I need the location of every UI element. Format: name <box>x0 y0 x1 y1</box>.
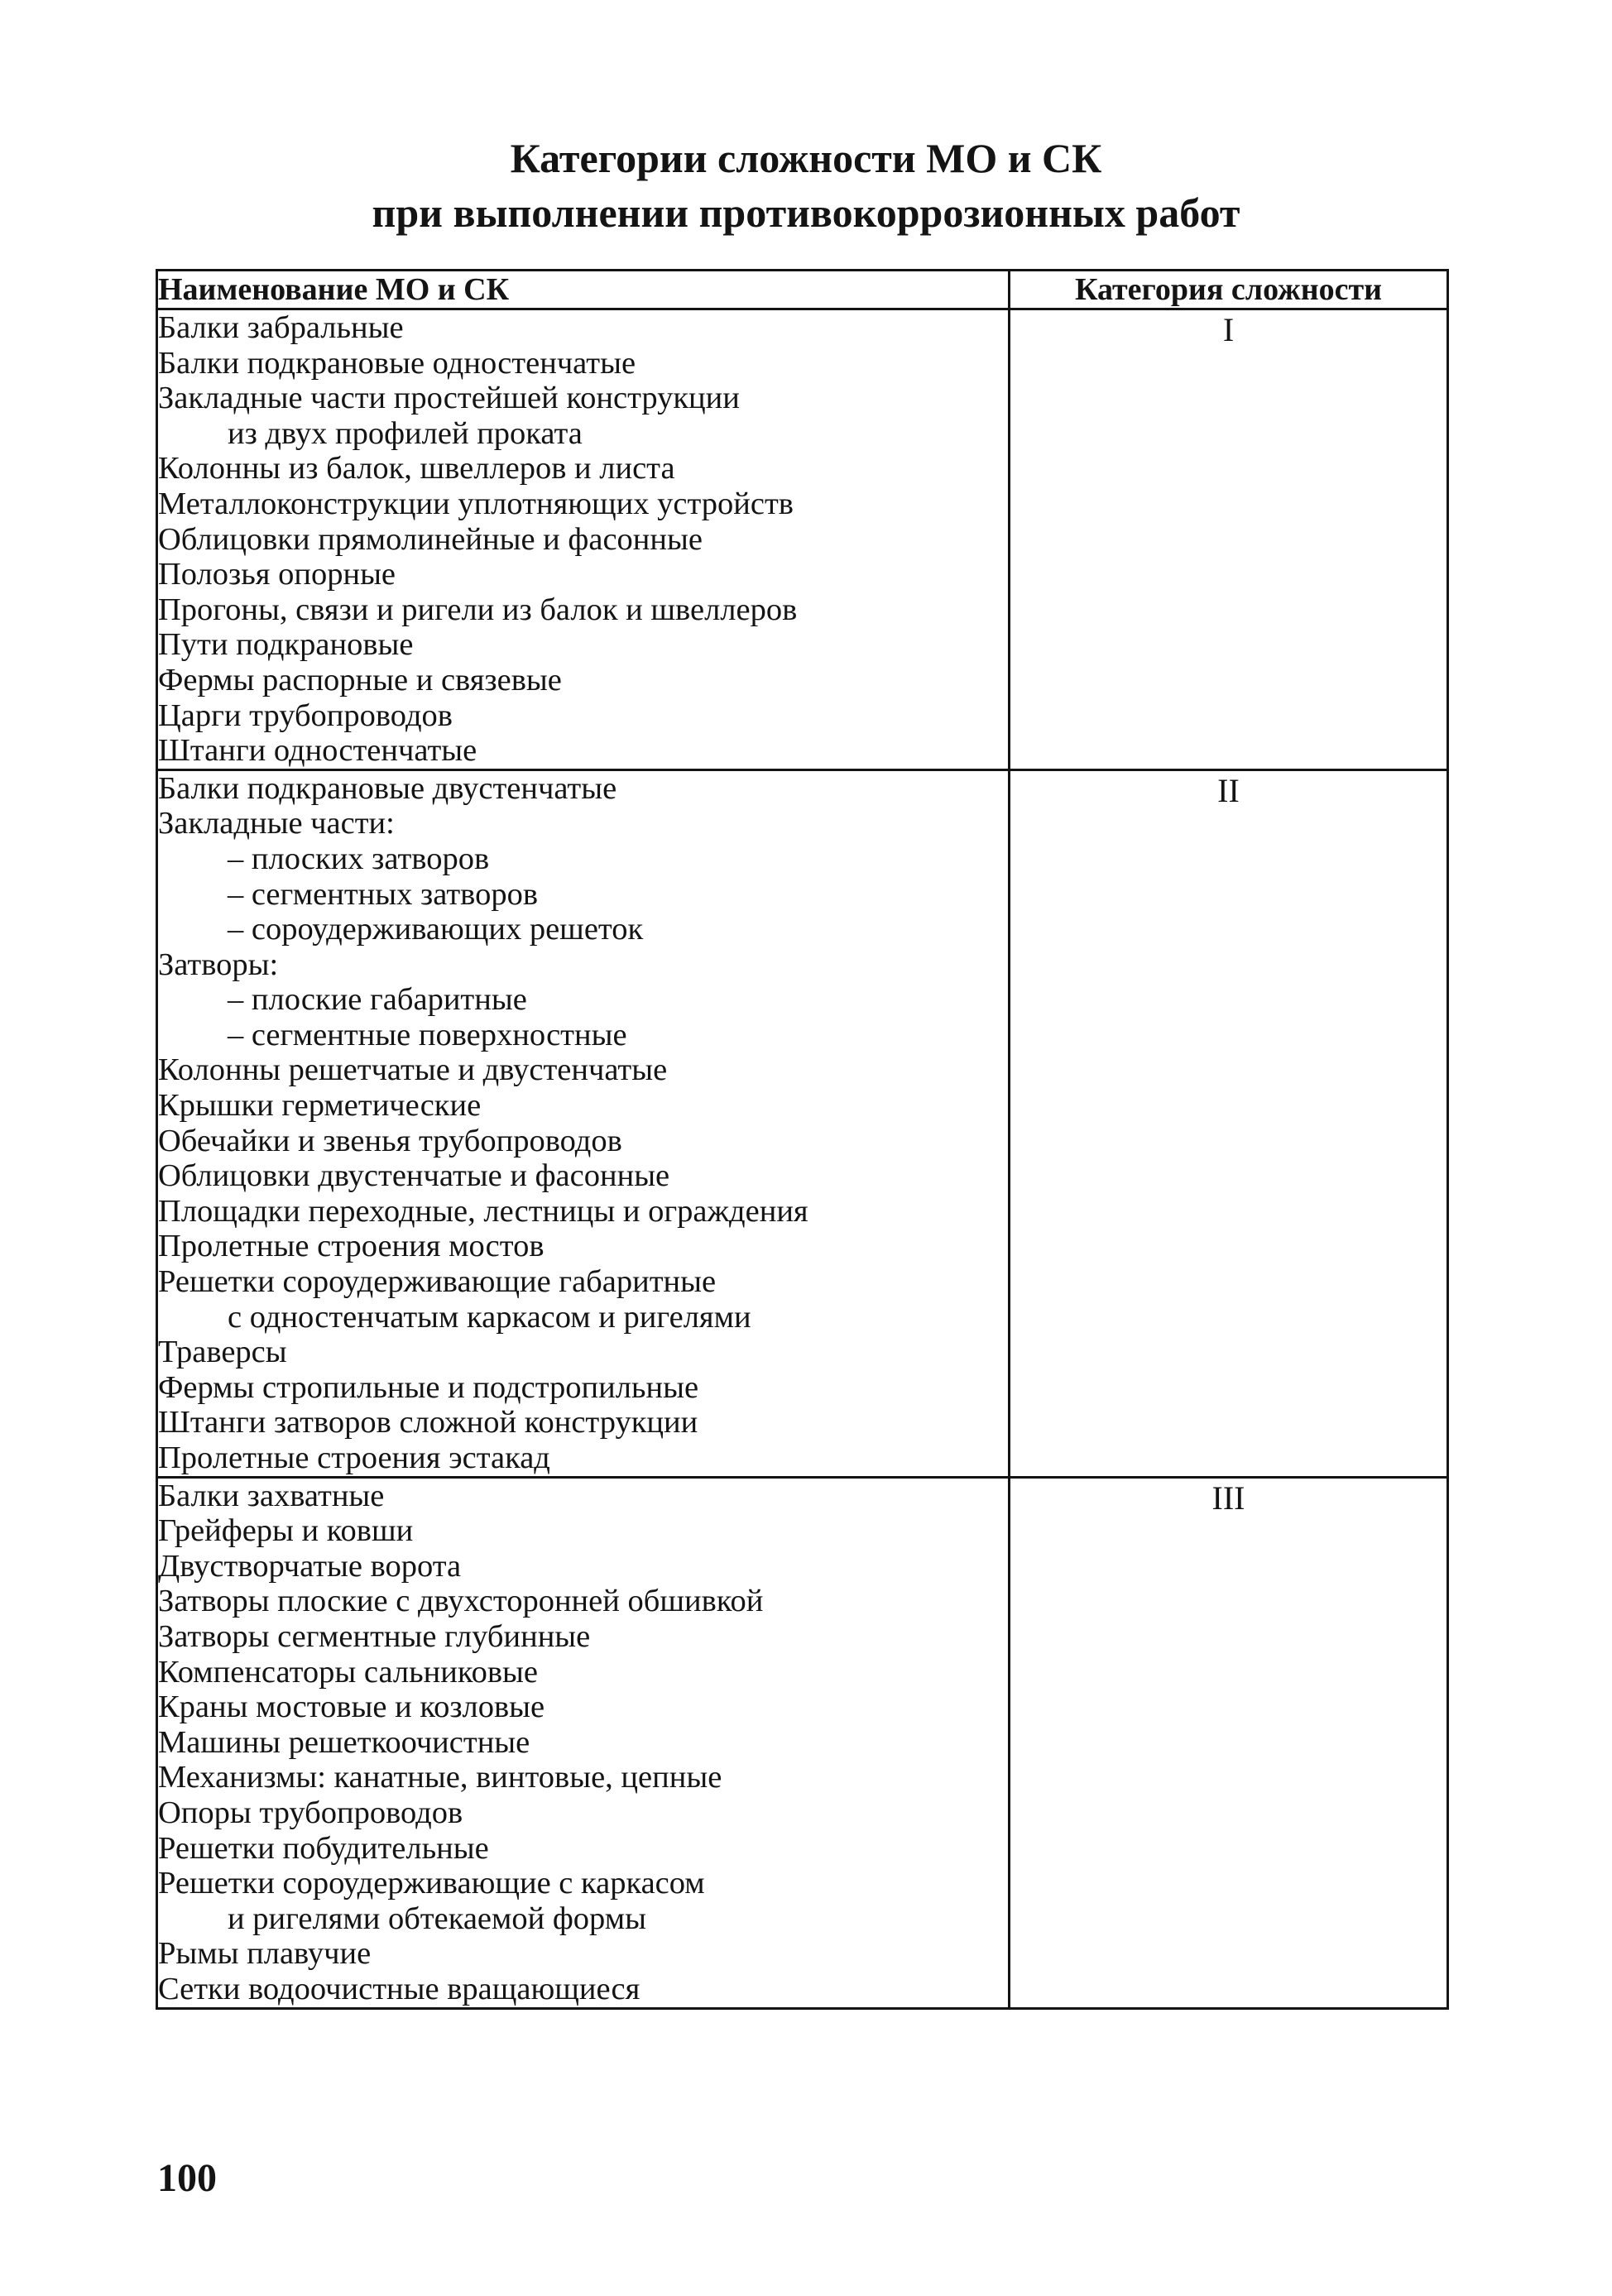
category-cell: III <box>1010 1477 1448 2008</box>
list-item: Затворы: <box>158 947 279 982</box>
table-row <box>157 769 1448 1477</box>
table-row <box>157 1477 1448 2008</box>
list-item: – плоских затворов <box>228 841 490 876</box>
list-item: Прогоны, связи и ригели из балок и швеллеров <box>158 592 798 627</box>
title-line-2: при выполнении противокоррозионных работ <box>372 189 1240 236</box>
list-item: Закладные части простейшей конструкции <box>158 381 740 416</box>
category-cell: I <box>1010 309 1448 770</box>
list-item: Компенсаторы сальниковые <box>158 1654 538 1690</box>
list-item: с одностенчатым каркасом и ригелями <box>228 1299 751 1335</box>
names-cell <box>157 309 1010 770</box>
names-cell <box>157 1477 1010 2008</box>
list-item: Полозья опорные <box>158 557 396 592</box>
table-body <box>157 309 1448 2009</box>
list-item: Балки подкрановые одностенчатые <box>158 345 636 381</box>
list-item: Колонны решетчатые и двустенчатые <box>158 1052 668 1088</box>
list-item: и ригелями обтекаемой формы <box>228 1901 646 1936</box>
list-item: Пути подкрановые <box>158 627 414 663</box>
list-item: Пролетные строения мостов <box>158 1229 545 1264</box>
list-item: – сегментные поверхностные <box>228 1017 627 1052</box>
list-item: Закладные части: <box>158 806 395 841</box>
list-item: Двустворчатые ворота <box>158 1548 462 1584</box>
list-item: Механизмы: канатные, винтовые, цепные <box>158 1760 722 1795</box>
list-item: Рымы плавучие <box>158 1936 372 1972</box>
list-item: Металлоконструкции уплотняющих устройств <box>158 486 794 521</box>
list-item: Краны мостовые и козловые <box>158 1690 545 1725</box>
list-item: Траверсы <box>158 1335 287 1370</box>
table-row <box>157 309 1448 770</box>
names-cell <box>157 769 1010 1477</box>
category-cell: II <box>1010 769 1448 1477</box>
header-category: Категория сложности <box>1010 271 1448 309</box>
list-item: Фермы распорные и связевые <box>158 662 562 697</box>
page-title <box>0 131 1612 240</box>
list-item: Решетки сороудерживающие габаритные <box>158 1264 717 1300</box>
title-line-1: Категории сложности МО и СК <box>510 135 1102 181</box>
list-item: Фермы стропильные и подстропильные <box>158 1369 699 1405</box>
list-item: Обечайки и звенья трубопроводов <box>158 1123 622 1158</box>
list-item: Штанги затворов сложной конструкции <box>158 1405 698 1440</box>
list-item: из двух профилей проката <box>228 415 583 451</box>
list-item: Пролетные строения эстакад <box>158 1440 550 1475</box>
list-item: – сороудерживающих решеток <box>228 912 644 947</box>
list-item: Затворы плоские с двухсторонней обшивкой <box>158 1584 764 1619</box>
list-item: Колонны из балок, швеллеров и листа <box>158 451 675 487</box>
list-item: Площадки переходные, лестницы и ограждения <box>158 1193 808 1229</box>
list-item: Балки захватные <box>158 1478 385 1513</box>
list-item: Царги трубопроводов <box>158 697 453 733</box>
list-item: Сетки водоочистные вращающиеся <box>158 1971 640 2006</box>
list-item: Решетки сороудерживающие с каркасом <box>158 1866 705 1901</box>
table-header-row <box>157 271 1448 309</box>
list-item: Машины решеткоочистные <box>158 1724 530 1760</box>
list-item: Затворы сегментные глубинные <box>158 1618 591 1654</box>
list-item: Балки забральные <box>158 310 404 345</box>
list-item: Облицовки двустенчатые и фасонные <box>158 1158 670 1194</box>
list-item: Балки подкрановые двустенчатые <box>158 770 617 806</box>
list-item: Облицовки прямолинейные и фасонные <box>158 521 703 557</box>
page-number: 100 <box>157 2156 217 2200</box>
list-item: Решетки побудительные <box>158 1830 489 1866</box>
list-item: – плоские габаритные <box>228 982 527 1018</box>
list-item: Крышки герметические <box>158 1088 482 1124</box>
list-item: Опоры трубопроводов <box>158 1795 463 1830</box>
list-item: Грейферы и ковши <box>158 1513 414 1549</box>
list-item: Штанги одностенчатые <box>158 733 477 769</box>
complexity-table <box>156 269 1449 2010</box>
list-item: – сегментных затворов <box>228 876 538 912</box>
header-name: Наименование МО и СК <box>157 271 1010 309</box>
